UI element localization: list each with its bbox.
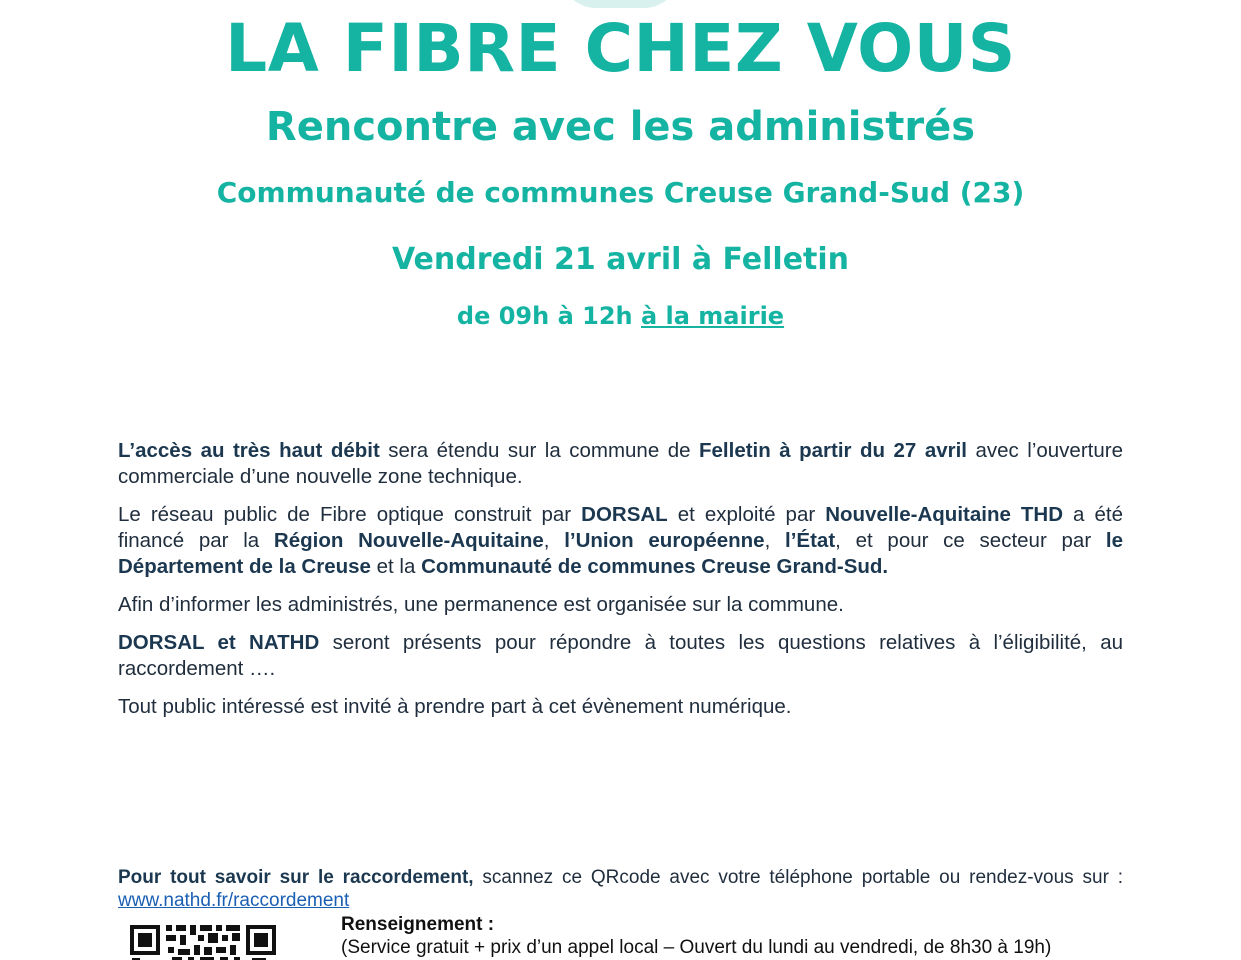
paragraph-4 (118, 630, 1123, 682)
announcement-body (118, 438, 1123, 732)
bold-date: Felletin à partir du 27 avril (699, 439, 967, 462)
text: sera étendu sur la commune de (379, 439, 699, 462)
footer-raccordement (118, 866, 1123, 912)
bold-communaute: Communauté de communes Creuse Grand-Sud. (421, 555, 889, 578)
text: et la (370, 555, 422, 578)
paragraph-3: Afin d’informer les administrés, une permanence est organisée sur la commune. (118, 593, 844, 616)
qr-code-icon[interactable] (128, 922, 278, 960)
bold-thd: L’accès au très haut débit (118, 439, 380, 462)
decorative-arc (560, 0, 680, 8)
text: , et pour ce secteur par (835, 529, 1106, 552)
info-title: Renseignement : (341, 914, 495, 935)
raccordement-link[interactable]: www.nathd.fr/raccordement (118, 890, 350, 911)
community-name: Communauté de communes Creuse Grand-Sud (23) (216, 176, 1025, 209)
bold-ue: l’Union européenne (564, 529, 765, 552)
text: et exploité par (667, 503, 826, 526)
bold-partners: DORSAL et NATHD (118, 631, 320, 654)
info-text: (Service gratuit + prix d’un appel local – Ouvert du lundi au vendredi, de 8h30 à 19h) (341, 937, 1052, 958)
footer-lead: Pour tout savoir sur le raccordement, (118, 867, 474, 888)
footer-paragraph (118, 866, 1123, 912)
text: a été financé par la (118, 503, 1123, 552)
text: seront présents pour répondre à toutes les questions relatives à l’éligibilité, au raccordement …. (118, 631, 1123, 680)
bold-etat: l’État (785, 529, 836, 552)
info-block (341, 913, 1051, 959)
bold-dorsal: DORSAL (581, 503, 668, 526)
footer-text: scannez ce QRcode avec votre téléphone portable ou rendez-vous sur : (473, 867, 1123, 888)
text: , (764, 529, 786, 552)
text: Le réseau public de Fibre optique construit par (118, 503, 582, 526)
paragraph-2 (118, 502, 1123, 580)
page-subtitle: Rencontre avec les administrés (265, 104, 976, 150)
bold-region: Région Nouvelle-Aquitaine (273, 529, 544, 552)
event-date-place: Vendredi 21 avril à Felletin (391, 242, 850, 277)
event-hours: de 09h à 12h (456, 302, 633, 330)
event-hours-line (0, 302, 1241, 330)
event-venue: à la mairie (640, 302, 785, 330)
text: avec l’ouverture commerciale d’une nouvelle zone technique. (118, 439, 1123, 488)
bold-departement: le Département de la Creuse (118, 529, 1123, 578)
qr-code-graphic (128, 922, 278, 960)
page-title: LA FIBRE CHEZ VOUS (225, 10, 1016, 87)
paragraph-1 (118, 438, 1123, 490)
paragraph-5: Tout public intéressé est invité à prendre part à cet évènement numérique. (118, 695, 792, 718)
text: , (543, 529, 565, 552)
bold-nathd: Nouvelle-Aquitaine THD (825, 503, 1064, 526)
